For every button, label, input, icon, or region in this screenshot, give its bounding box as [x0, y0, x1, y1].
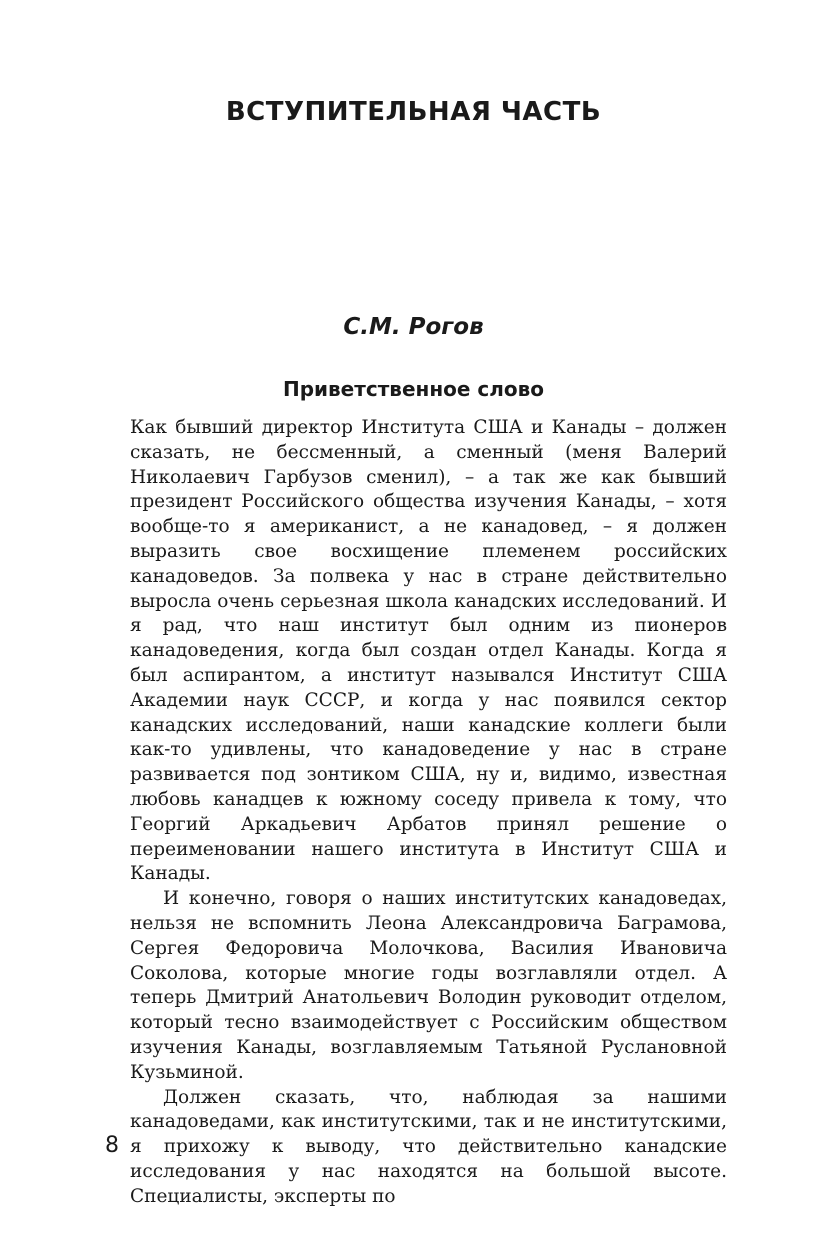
paragraph-1: Как бывший директор Института США и Канады – должен сказать, не бессменный, а сменный (меня Валерий Николаевич Гарбузов сменил), – а так же как бывший президент Российского общества изучения Канады, – хотя вообще-то я американист, а не канадовед, – я должен выразить свое восхищение племенем российских канадоведов. За полвека у нас в стране действительно выросла очень серьезная школа канадских исследований. И я рад, что наш институт был одним из пионеров канадоведения, когда был создан отдел Канады. Когда я был аспирантом, а институт назывался Институт США Академии наук СССР, и когда у нас появился сектор канадских исследований, наши канадские коллеги были как-то удивлены, что канадоведение у нас в стране развивается под зонтиком США, ну и, видимо, известная любовь канадцев к южному соседу привела к тому, что Георгий Аркадьевич Арбатов принял решение о переименовании нашего института в Институт США и Канады.: [130, 417, 727, 885]
paragraph-2: И конечно, говоря о наших институтских канадоведах, нельзя не вспомнить Леона Александровича Баграмова, Сергея Федоровича Молочкова, Василия Ивановича Соколова, которые многие годы возглавляли отдел. А теперь Дмитрий Анатольевич Володин руководит отделом, который тесно взаимодействует с Российским обществом изучения Канады, возглавляемым Татьяной Руслановной Кузьминой.: [130, 888, 727, 1083]
author-name: С.М. Рогов: [343, 314, 484, 340]
article-body: [130, 416, 727, 1210]
paragraph-3: Должен сказать, что, наблюдая за нашими канадоведами, как институтскими, так и не институтскими, я прихожу к выводу, что действительно канадские исследования у нас находятся на большой высоте. Специалисты, эксперты по: [130, 1086, 727, 1207]
article-title: Приветственное слово: [282, 377, 545, 401]
section-title: ВСТУПИТЕЛЬНАЯ ЧАСТЬ: [225, 97, 602, 127]
page-number: 8: [105, 1133, 119, 1158]
